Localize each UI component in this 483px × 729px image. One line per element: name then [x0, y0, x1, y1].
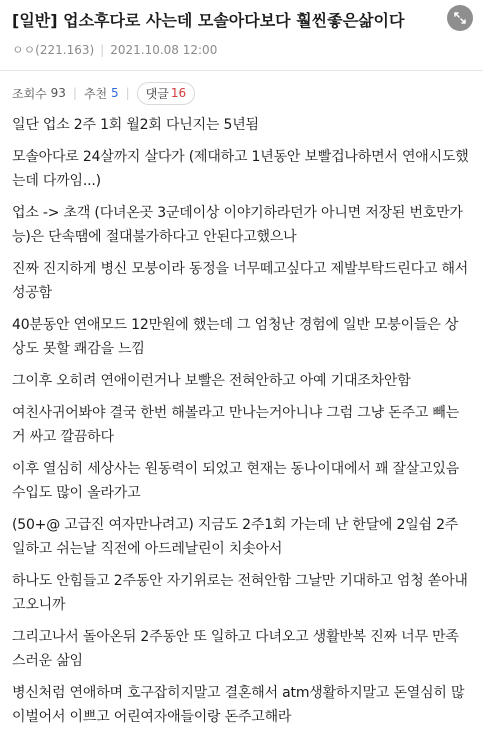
views-count: 93	[50, 86, 66, 100]
post-date: 2021.10.08 12:00	[110, 43, 218, 57]
post-paragraph: 여친사귀어봐야 결국 한번 해볼라고 만나는거아니냐 그럼 그냥 돈주고 빼는거 싸고 깔끔하다	[12, 405, 460, 445]
views-label: 조회수	[12, 86, 47, 101]
post-paragraph: 하나도 안힘들고 2주동안 자기위로는 전혀안함 그날만 기대하고 엄청 쏟아내고오니까	[12, 573, 468, 613]
post-paragraph: 업소 -> 초객 (다녀온곳 3군데이상 이야기하라던가 아니면 저장된 번호만가능)은 단속땜에 절대불가하다고 안된다고했으나	[12, 205, 463, 245]
post-paragraph: (50+@ 고급진 여자만나려고) 지금도 2주1회 가는데 난 한달에 2일쉼 2주일하고 쉬는날 직전에 아드레날린이 치솟아서	[12, 517, 459, 557]
post-paragraph: 모솔아다로 24살까지 살다가 (제대하고 1년동안 보빨겁나하면서 연애시도했는데 다까임...)	[12, 149, 469, 189]
post-paragraph: 진짜 진지하게 병신 모붕이라 동정을 너무떼고싶다고 제발부탁드린다고 해서 성공함	[12, 261, 469, 301]
recommend-count: 5	[110, 86, 119, 100]
post-paragraph: 40분동안 연애모드 12만원에 했는데 그 엄청난 경험에 일반 모붕이들은 상상도 못할 쾌감을 느낌	[12, 317, 459, 357]
meta-separator: |	[100, 43, 105, 57]
stats-separator: |	[72, 86, 77, 100]
comments-button[interactable]	[137, 82, 195, 105]
post-stats	[0, 71, 483, 105]
post-paragraph: 이후 열심히 세상사는 원동력이 되었고 현재는 동나이대에서 꽤 잘살고있음 수입도 많이 올라가고	[12, 461, 460, 501]
comments-count: 16	[170, 86, 187, 100]
post-paragraph: 그리고나서 돌아온뒤 2주동안 또 일하고 다녀오고 생활반복 진짜 너무 만족스러운 삶임	[12, 629, 459, 669]
post-paragraph: 병신처럼 연애하며 호구잡히지말고 결혼해서 atm생활하지말고 돈열심히 많이벌어서 이쁘고 어린여자애들이랑 돈주고해라	[12, 685, 465, 725]
post-paragraph: 그이후 오히려 연애이런거나 보빨은 전혀안하고 아예 기대조차안함	[12, 373, 411, 389]
post-paragraph: 일단 업소 2주 1회 월2회 다닌지는 5년됨	[12, 117, 259, 133]
author-name[interactable]: ㅇㅇ(221.163)	[12, 43, 95, 57]
recommend-label: 추천	[83, 86, 108, 101]
post-body	[0, 105, 483, 729]
expand-button[interactable]	[447, 5, 473, 31]
stats-separator: |	[125, 86, 130, 100]
post-meta	[12, 42, 471, 58]
comments-label: 댓글	[145, 86, 169, 101]
post-title: [일반] 업소후다로 사는데 모솔아다보다 훨씬좋은삶이다	[12, 11, 405, 30]
post-header	[0, 0, 483, 58]
expand-arrows-icon	[453, 11, 467, 25]
